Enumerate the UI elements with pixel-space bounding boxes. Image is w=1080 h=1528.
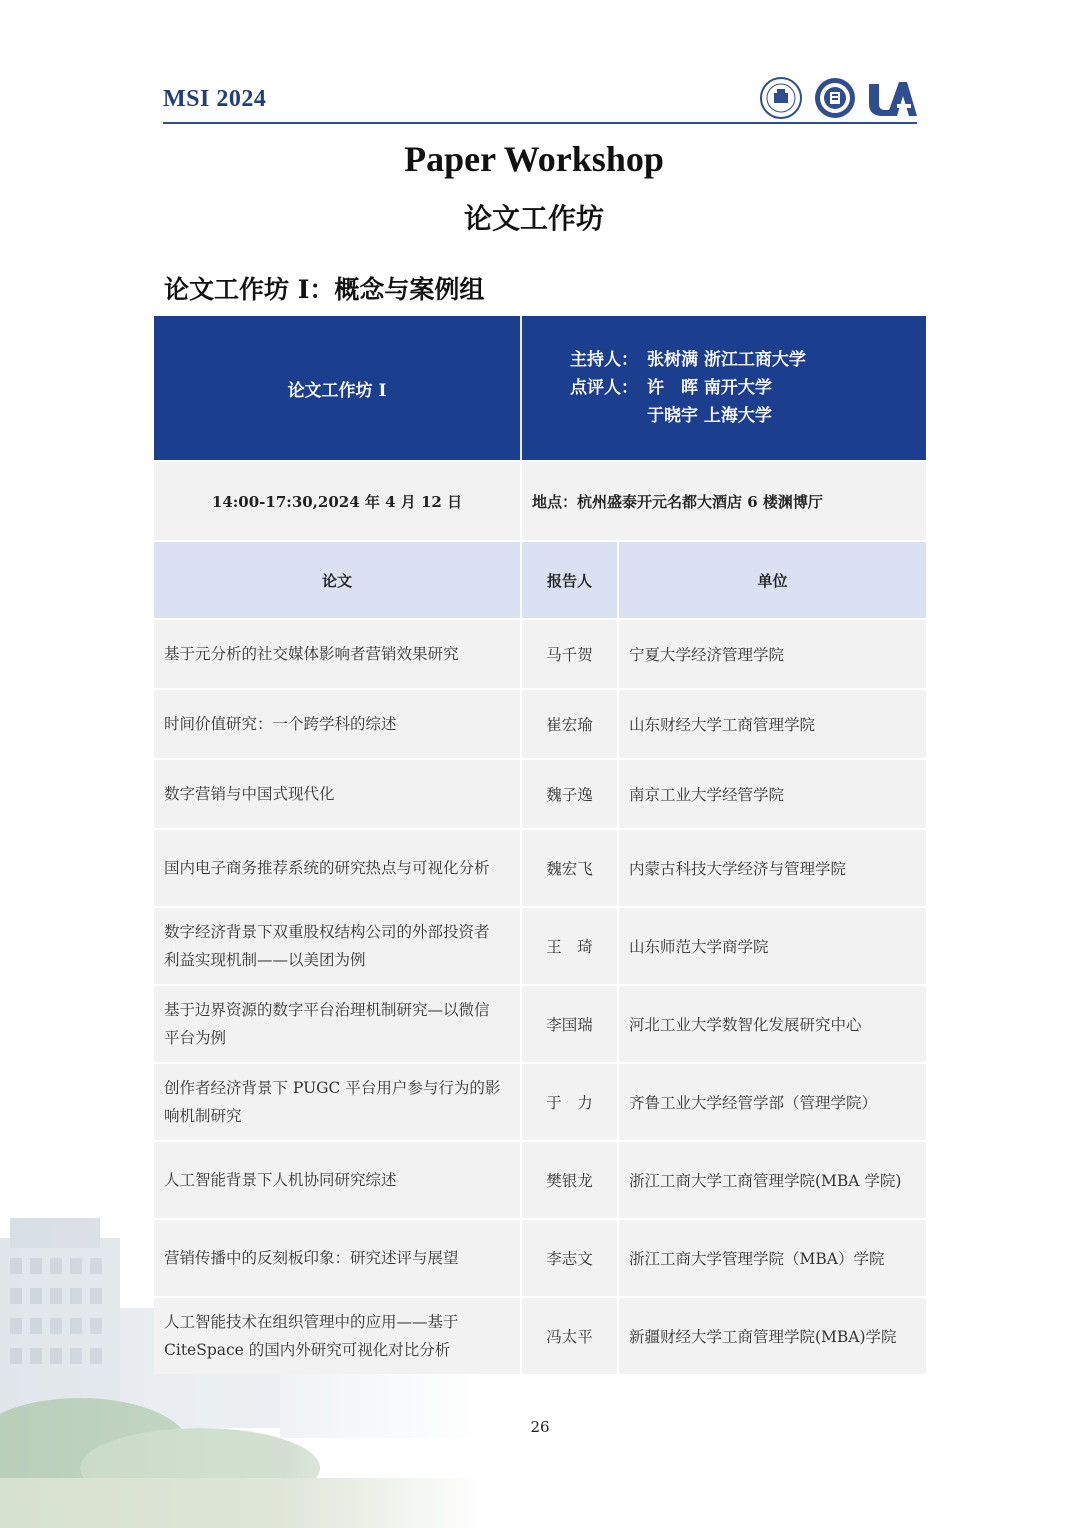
paper-title-line: CiteSpace 的国内外研究可视化对比分析: [164, 1341, 451, 1359]
table-row: [154, 688, 926, 758]
paper-title: [154, 830, 520, 906]
table-row: [154, 1296, 926, 1374]
paper-title-line: 基于边界资源的数字平台治理机制研究—以微信: [164, 1001, 490, 1019]
reviewer-name: 于晓宇 上海大学: [647, 406, 772, 426]
paper-title: [154, 690, 520, 758]
paper-title-line: 数字经济背景下双重股权结构公司的外部投资者: [164, 923, 490, 941]
paper-title: [154, 1298, 520, 1374]
paper-title: [154, 620, 520, 688]
session-location: 地点：杭州盛泰开元名都大酒店 6 楼渊博厅: [532, 492, 823, 511]
paper-title-line: 国内电子商务推荐系统的研究热点与可视化分析: [164, 859, 490, 877]
table-row: [154, 1062, 926, 1140]
reviewer-label: 点评人：: [570, 378, 638, 398]
table-row: [154, 1218, 926, 1296]
affiliation: 河北工业大学数智化发展研究中心: [629, 1016, 862, 1034]
paper-title-line: 响机制研究: [164, 1107, 242, 1125]
session-name: 论文工作坊 I: [287, 380, 387, 401]
reviewer-line: [570, 402, 772, 430]
table-row: [154, 1140, 926, 1218]
table-row: [154, 906, 926, 984]
host-line: [570, 346, 806, 374]
paper-title: [154, 760, 520, 828]
affiliation: 南京工业大学经管学院: [629, 786, 785, 804]
affiliation: 浙江工商大学管理学院（MBA）学院: [629, 1250, 885, 1268]
host-label: 主持人：: [570, 350, 638, 370]
university-seal-logo: [759, 76, 803, 120]
ua-logo: [867, 76, 917, 120]
table-row: [154, 618, 926, 688]
reviewer-line: [570, 374, 772, 402]
page-header: [163, 72, 917, 124]
paper-title-line: 人工智能背景下人机协同研究综述: [164, 1171, 397, 1189]
fudan-seal-logo: [813, 76, 857, 120]
paper-title-line: 基于元分析的社交媒体影响者营销效果研究: [164, 645, 459, 663]
paper-title: [154, 908, 520, 984]
reporter-name: 冯太平: [546, 1328, 593, 1346]
page-number: 26: [530, 1418, 550, 1436]
reporter-name: 魏宏飞: [546, 860, 593, 878]
paper-title-line: 数字营销与中国式现代化: [164, 785, 335, 803]
host-name: 张树满 浙江工商大学: [647, 350, 806, 370]
column-header-reporter: 报告人: [546, 571, 592, 590]
paper-title-line: 创作者经济背景下 PUGC 平台用户参与行为的影: [164, 1079, 501, 1097]
column-header-paper: 论文: [321, 571, 352, 590]
paper-title-line: 人工智能技术在组织管理中的应用——基于: [164, 1313, 459, 1331]
page-title-cn: 论文工作坊: [463, 202, 604, 235]
affiliation: 新疆财经大学工商管理学院(MBA)学院: [629, 1328, 897, 1346]
session-people: [522, 316, 926, 460]
page-title-en: Paper Workshop: [404, 139, 664, 179]
paper-title: [154, 1142, 520, 1218]
table-row: [154, 828, 926, 906]
table-row: [154, 984, 926, 1062]
paper-title-line: 时间价值研究：一个跨学科的综述: [164, 715, 397, 733]
affiliation: 内蒙古科技大学经济与管理学院: [629, 860, 847, 878]
paper-title-line: 平台为例: [164, 1029, 227, 1047]
affiliation: 山东师范大学商学院: [629, 938, 769, 956]
affiliation: 浙江工商大学工商管理学院(MBA 学院): [629, 1172, 902, 1190]
paper-title: [154, 1220, 520, 1296]
paper-title-line: 利益实现机制——以美团为例: [164, 951, 366, 969]
paper-title: [154, 1064, 520, 1140]
reporter-name: 魏子逸: [546, 786, 593, 804]
column-header-unit: 单位: [757, 571, 788, 590]
section-title: 论文工作坊 I：概念与案例组: [164, 275, 485, 304]
time-location-row: [154, 460, 926, 540]
affiliation: 宁夏大学经济管理学院: [629, 646, 785, 664]
reviewer-name: 许 晖 南开大学: [647, 378, 772, 398]
workshop-table: [154, 316, 926, 1374]
session-header-row: [154, 316, 926, 460]
logo-group: [759, 76, 917, 120]
paper-title-line: 营销传播中的反刻板印象：研究述评与展望: [164, 1249, 459, 1267]
reporter-name: 王 琦: [546, 938, 593, 956]
table-row: [154, 758, 926, 828]
table-body: [154, 618, 926, 1374]
session-time: 14:00-17:30,2024 年 4 月 12 日: [211, 492, 463, 511]
conference-name: MSI 2024: [163, 86, 267, 112]
reporter-name: 马千贺: [546, 646, 593, 664]
affiliation: 齐鲁工业大学经管学部（管理学院）: [629, 1094, 878, 1112]
header-rule: [163, 122, 917, 124]
reporter-name: 樊银龙: [546, 1172, 593, 1190]
reporter-name: 李国瑞: [546, 1016, 593, 1034]
reporter-name: 李志文: [546, 1250, 593, 1268]
reporter-name: 于 力: [546, 1094, 593, 1112]
reporter-name: 崔宏瑜: [546, 716, 593, 734]
affiliation: 山东财经大学工商管理学院: [629, 716, 816, 734]
column-header-row: [154, 540, 926, 618]
paper-title: [154, 986, 520, 1062]
